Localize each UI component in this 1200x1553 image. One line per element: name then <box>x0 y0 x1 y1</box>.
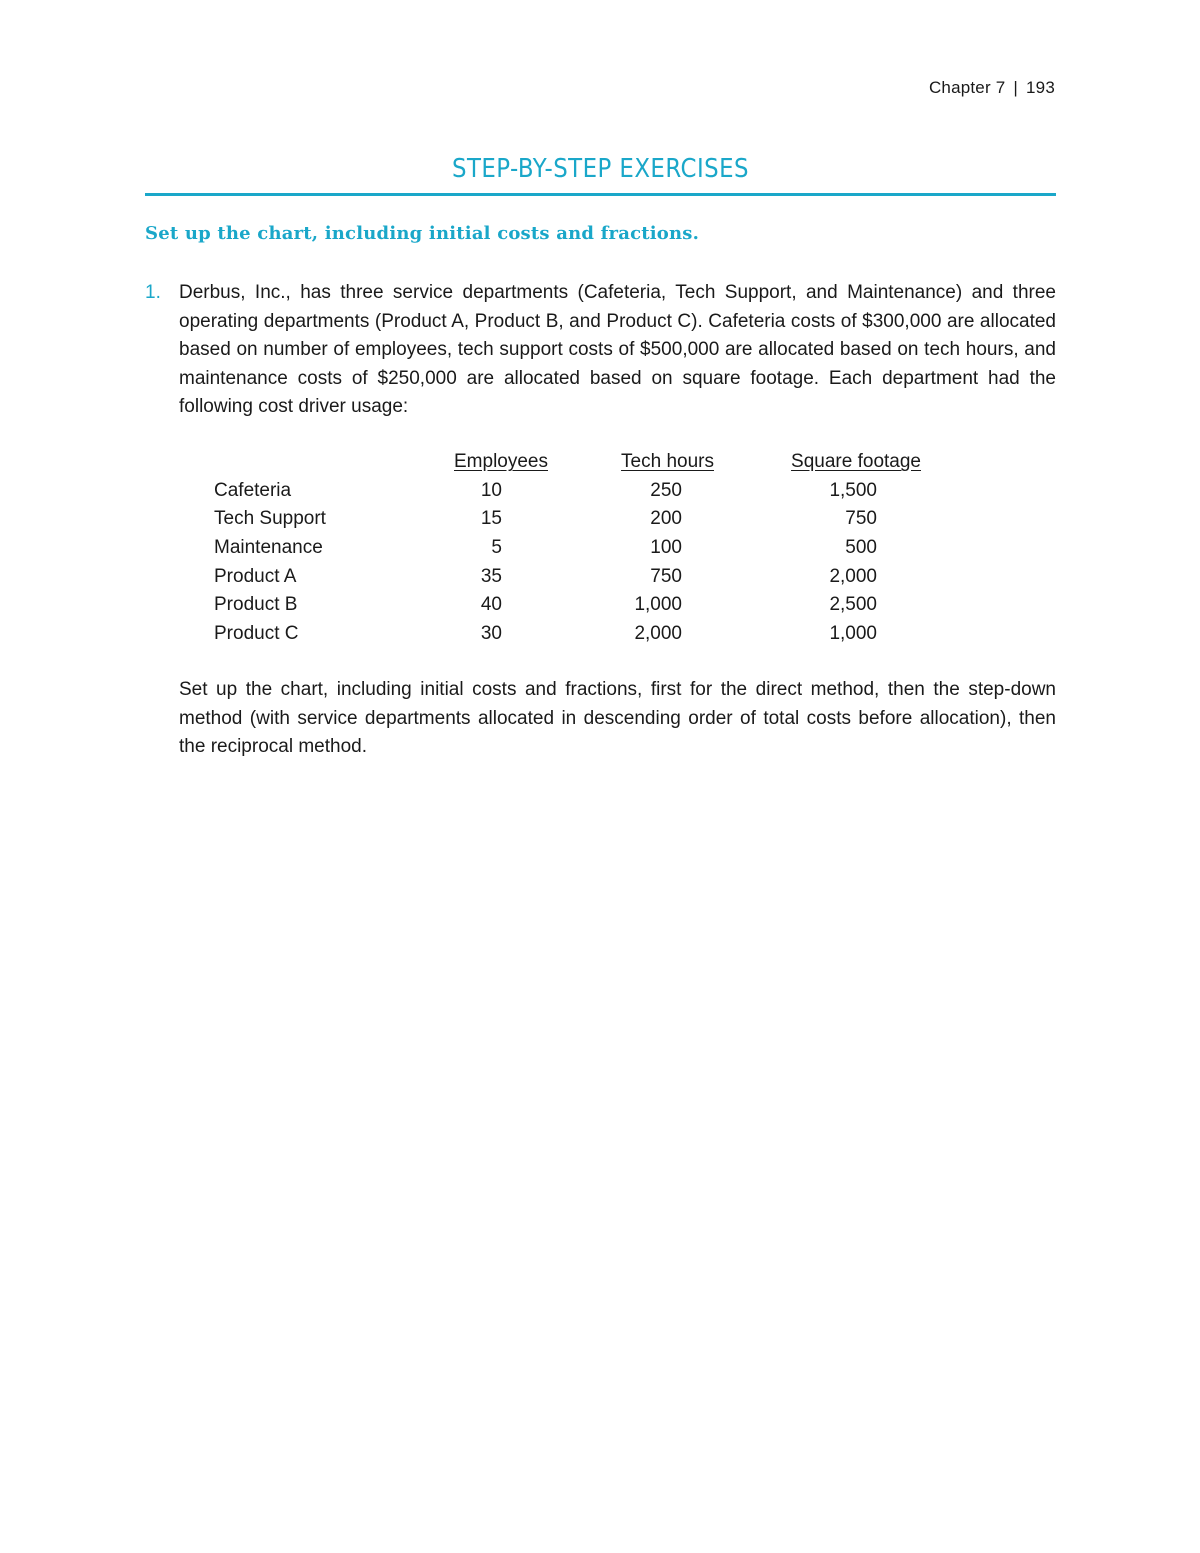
exercise-number: 1. <box>145 282 161 303</box>
tech-hours-cell: 200 <box>650 508 682 530</box>
department-cell: Product B <box>214 594 298 616</box>
department-cell: Maintenance <box>214 537 323 559</box>
table-header-department <box>214 448 402 477</box>
tech-hours-cell: 750 <box>650 565 682 587</box>
square-footage-cell: 750 <box>845 508 877 530</box>
table-row <box>214 505 921 534</box>
employees-cell: 30 <box>480 622 502 644</box>
square-footage-cell: 1,500 <box>829 479 877 501</box>
title-rule <box>145 193 1056 196</box>
table-row <box>214 562 921 591</box>
cost-driver-table <box>214 448 921 648</box>
employees-cell: 5 <box>491 537 502 559</box>
section-subheading: Set up the chart, including initial costs and fractions. <box>145 223 700 244</box>
employees-cell: 10 <box>480 479 502 501</box>
header-separator: | <box>1013 78 1019 97</box>
tech-hours-cell: 100 <box>650 537 682 559</box>
employees-cell: 40 <box>480 594 502 616</box>
table-row <box>214 620 921 649</box>
exercise-1 <box>145 279 1056 422</box>
exercise-instructions: Set up the chart, including initial costs and fractions, first for the direct method, then the step-down method (with service departments allocated in descending order of total costs before allocation), then the reciprocal method. <box>179 679 1056 757</box>
table-row <box>214 477 921 506</box>
chapter-label: Chapter 7 <box>928 78 1006 97</box>
table-row <box>214 591 921 620</box>
square-footage-cell: 500 <box>845 537 877 559</box>
square-footage-cell: 1,000 <box>829 622 877 644</box>
table-header-employees: Employees <box>454 451 548 473</box>
square-footage-cell: 2,000 <box>829 565 877 587</box>
page-number: 193 <box>1026 78 1055 97</box>
square-footage-cell: 2,500 <box>829 594 877 616</box>
employees-cell: 15 <box>480 508 502 530</box>
department-cell: Product A <box>214 565 297 587</box>
tech-hours-cell: 250 <box>650 479 682 501</box>
table-header-square-footage: Square footage <box>791 451 921 473</box>
table-header-tech-hours: Tech hours <box>621 451 714 473</box>
exercise-text: Derbus, Inc., has three service departments (Cafeteria, Tech Support, and Maintenance) and three operating departments (Product A, Product B, and Product C). Cafeteria costs of $300,000 are allocated based on number of employees, tech support costs of $500,000 are allocated based on tech hours, and maintenance costs of $250,000 are allocated based on square footage. Each department had the following cost driver usage: <box>179 282 1056 417</box>
employees-cell: 35 <box>480 565 502 587</box>
department-cell: Product C <box>214 622 299 644</box>
table-header-row <box>214 448 921 477</box>
tech-hours-cell: 2,000 <box>634 622 682 644</box>
tech-hours-cell: 1,000 <box>634 594 682 616</box>
department-cell: Tech Support <box>214 508 326 530</box>
section-title: STEP-BY-STEP EXERCISES <box>452 154 749 184</box>
department-cell: Cafeteria <box>214 479 292 501</box>
running-header <box>929 78 1055 98</box>
table-row <box>214 534 921 563</box>
